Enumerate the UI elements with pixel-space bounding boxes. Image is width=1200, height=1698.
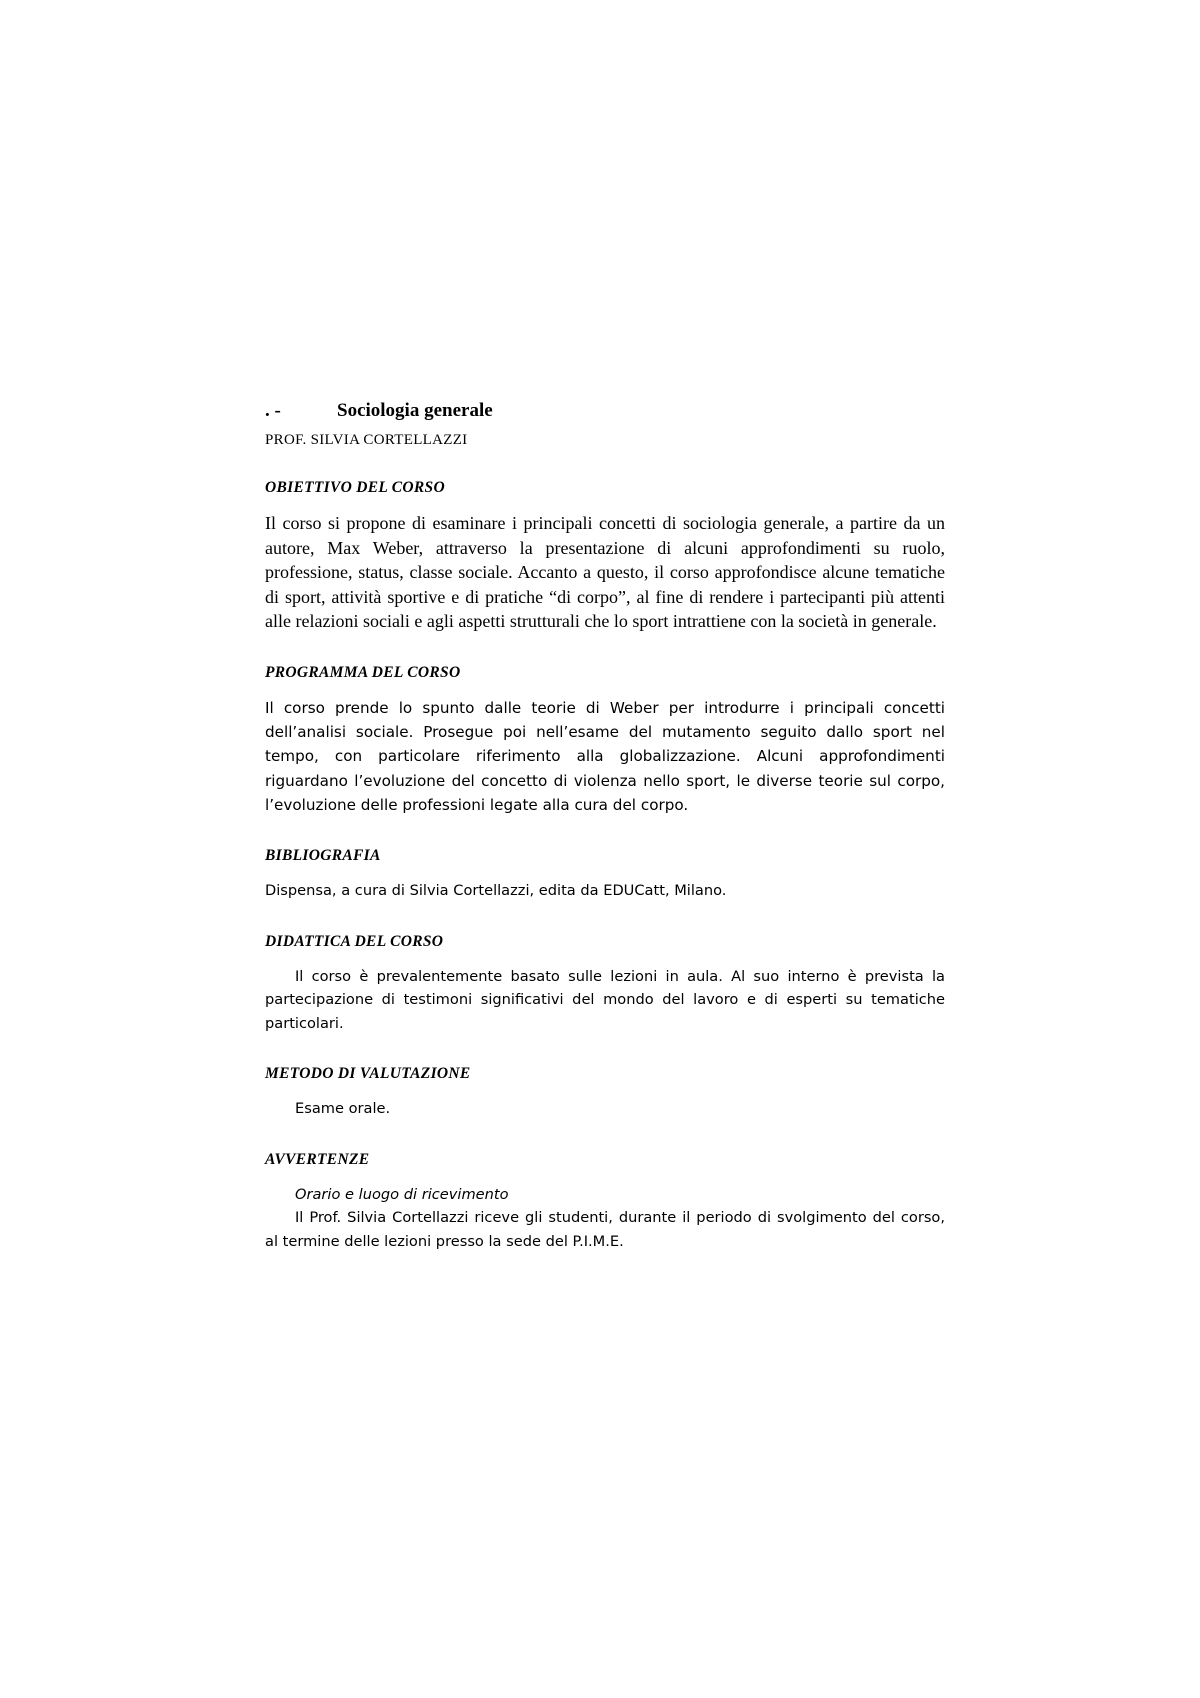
section-heading-obiettivo: OBIETTIVO DEL CORSO — [265, 479, 445, 496]
section-heading-programma: PROGRAMMA DEL CORSO — [265, 663, 461, 681]
section-text-valutazione: Esame orale. — [295, 1100, 391, 1118]
reception-subheading: Orario e luogo di ricevimento — [295, 1185, 509, 1203]
section-text-obiettivo: Il corso si propone di esaminare i principali concetti di sociologia generale, a partire da un autore, Max Weber, attraverso la presentazione di alcuni approfondimenti su ruolo, professione, status, classe sociale. Accanto a questo, il corso approfondisce alcune tematiche di sport, attività sportive e di pratiche “di corpo”, al fine di rendere i partecipanti più attenti alle relazioni sociali e agli aspetti strutturali che lo sport intrattiene con la società in generale. — [265, 513, 945, 632]
section-text-programma: Il corso prende lo spunto dalle teorie di Weber per introdurre i principali concetti dell’analisi sociale. Prosegue poi nell’esame del mutamento seguito dallo sport nel tempo, con particolare riferimento alla globalizzazione. Alcuni approfondimenti riguardano l’evoluzione del concetto di violenza nello sport, le diverse teorie sul corpo, l’evoluzione delle professioni legate alla cura del corpo. — [265, 698, 945, 814]
section-heading-didattica: DIDATTICA DEL CORSO — [265, 932, 444, 950]
professor-name: PROF. SILVIA CORTELLAZZI — [265, 432, 468, 448]
course-title-row — [265, 400, 945, 424]
section-text-didattica: Il corso è prevalentemente basato sulle lezioni in aula. Al suo interno è prevista la partecipazione di testimoni significativi del mondo del lavoro e di esperti su tematiche particolari. — [265, 967, 945, 1032]
section-text-bibliografia: Dispensa, a cura di Silvia Cortellazzi, edita da EDUCatt, Milano. — [265, 881, 727, 899]
section-text-avvertenze: Il Prof. Silvia Cortellazzi riceve gli studenti, durante il periodo di svolgimento del corso, al termine delle lezioni presso la sede del P.I.M.E. — [265, 1208, 945, 1250]
course-page — [265, 400, 945, 1253]
course-number: . - — [265, 400, 281, 421]
section-heading-bibliografia: BIBLIOGRAFIA — [265, 846, 381, 864]
section-heading-valutazione: METODO DI VALUTAZIONE — [265, 1065, 471, 1083]
course-title: Sociologia generale — [337, 400, 493, 421]
section-heading-avvertenze: AVVERTENZE — [265, 1150, 370, 1168]
